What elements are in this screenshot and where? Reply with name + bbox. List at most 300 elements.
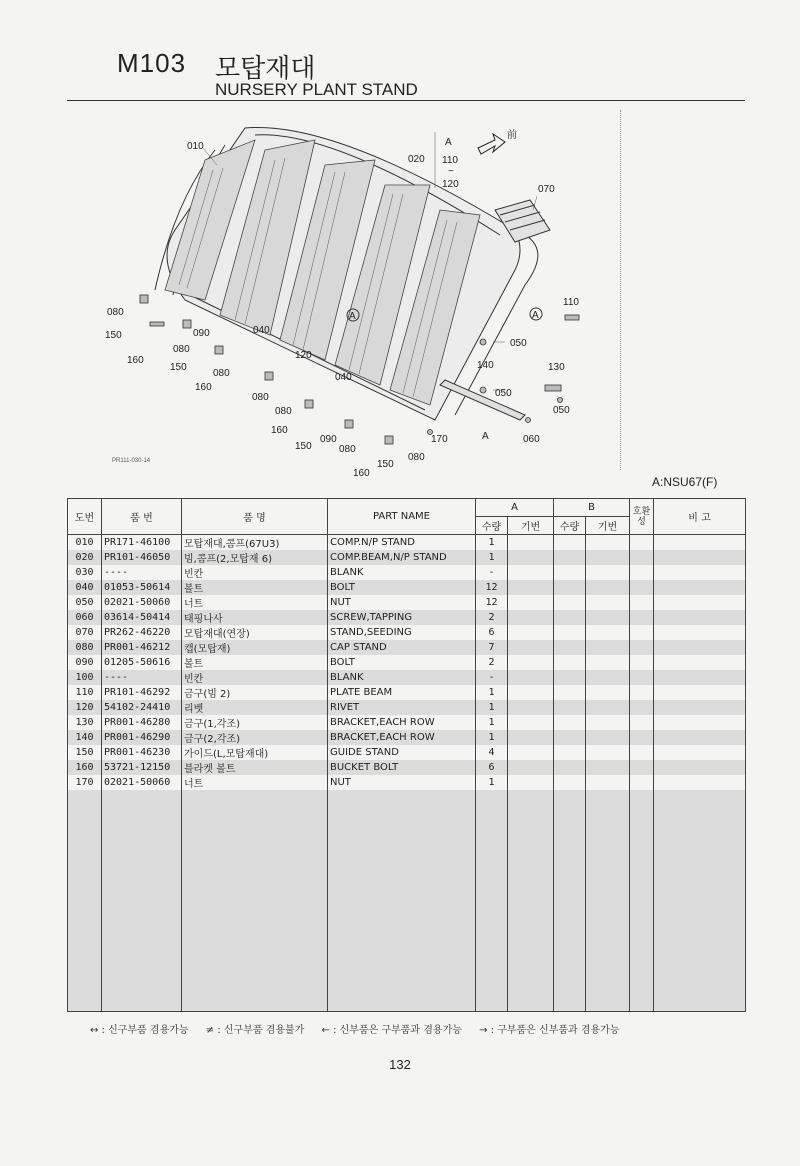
cell-part-name [328,967,476,982]
table-row-empty [68,997,746,1012]
cell-basic-a [508,775,554,790]
cell-interchange [630,938,654,953]
callout-160-d: 160 [353,468,370,479]
cell-item-no [68,952,102,967]
callout-040-b: 040 [335,372,352,383]
cell-qty-a: 1 [476,715,508,730]
cell-name-korean: 모탑재대(연장) [182,625,328,640]
cell-item-no: 100 [68,670,102,685]
cell-remarks [654,610,746,625]
cell-remarks [654,967,746,982]
cell-remarks [654,700,746,715]
cell-part-number [102,952,182,967]
cell-interchange [630,967,654,982]
callout-080-g: 080 [408,452,425,463]
cell-interchange [630,864,654,879]
cell-qty-b [554,923,586,938]
cell-basic-b [586,864,630,879]
cell-part-name: GUIDE STAND [328,745,476,760]
cell-interchange [630,775,654,790]
header-a-qty: 수량 [476,517,508,535]
cell-name-korean [182,923,328,938]
legend-interchangeable: ↔ : 신구부품 겸용가능 [90,1025,189,1036]
cell-part-number [102,834,182,849]
cell-basic-a [508,610,554,625]
cell-part-number: PR101-46292 [102,685,182,700]
cell-qty-a: - [476,670,508,685]
cell-qty-a [476,938,508,953]
cell-item-no [68,923,102,938]
cell-qty-a: 1 [476,685,508,700]
table-row [68,700,746,715]
cell-qty-a [476,997,508,1012]
cell-item-no [68,849,102,864]
table-row [68,670,746,685]
cell-item-no [68,879,102,894]
cell-part-name: BLANK [328,670,476,685]
cell-interchange [630,923,654,938]
cell-qty-b [554,805,586,820]
section-code: M103 [117,48,187,78]
cell-qty-a: 1 [476,775,508,790]
cell-part-name [328,879,476,894]
cell-part-number: PR171-46100 [102,535,182,551]
cell-basic-b [586,982,630,997]
callout-080-c: 080 [213,368,230,379]
table-row [68,775,746,790]
cell-part-name: BOLT [328,580,476,595]
cell-interchange [630,834,654,849]
cell-name-korean [182,952,328,967]
cell-interchange [630,580,654,595]
cell-part-number: PR001-46280 [102,715,182,730]
header-group-b: B [554,499,630,517]
cell-part-name: NUT [328,775,476,790]
cell-remarks [654,730,746,745]
table-row-empty [68,967,746,982]
cell-qty-b [554,790,586,805]
cell-basic-a [508,745,554,760]
cell-qty-b [554,760,586,775]
callout-150-d: 150 [377,459,394,470]
cell-basic-b [586,655,630,670]
cell-item-no [68,820,102,835]
cell-basic-a [508,700,554,715]
callout-080-b: 080 [173,344,190,355]
cell-basic-a [508,982,554,997]
cell-remarks [654,715,746,730]
callout-010: 010 [187,141,204,152]
cell-basic-a [508,730,554,745]
header-remarks: 비 고 [654,499,746,535]
cell-qty-b [554,625,586,640]
callout-080-d: 080 [252,392,269,403]
legend-not-interchangeable: ≠ : 신구부품 겸용불가 [205,1025,305,1036]
cell-basic-a [508,834,554,849]
cell-name-korean: 금구(2,각조) [182,730,328,745]
cell-name-korean: 너트 [182,595,328,610]
table-row [68,685,746,700]
cell-part-number [102,908,182,923]
section-title-korean: 모탑재대 [215,54,316,84]
cell-qty-b [554,893,586,908]
callout-050-a: 050 [510,338,527,349]
cell-part-number [102,967,182,982]
callout-120-top: 120 [442,179,459,190]
table-row-empty [68,982,746,997]
cell-qty-a [476,952,508,967]
cell-qty-b [554,730,586,745]
cell-remarks [654,640,746,655]
cell-item-no: 050 [68,595,102,610]
cell-remarks [654,834,746,849]
cell-part-name [328,790,476,805]
cell-name-korean: 금구(1,각조) [182,715,328,730]
callout-110: 110 [563,297,579,308]
cell-interchange [630,997,654,1012]
cell-item-no: 150 [68,745,102,760]
cell-basic-b [586,893,630,908]
parts-table [67,498,746,1012]
cell-remarks [654,550,746,565]
table-row [68,655,746,670]
cell-part-name: BUCKET BOLT [328,760,476,775]
cell-interchange [630,700,654,715]
cell-item-no: 140 [68,730,102,745]
cell-remarks [654,655,746,670]
cell-basic-b [586,700,630,715]
cell-part-name [328,820,476,835]
cell-qty-a: 2 [476,655,508,670]
table-row-empty [68,864,746,879]
cell-name-korean [182,938,328,953]
legend-new-fits-old: ← : 신부품은 구부품과 겸용가능 [321,1025,462,1036]
figure-code: PR111-030-14 [112,458,151,464]
cell-interchange [630,982,654,997]
cell-basic-a [508,580,554,595]
cell-part-number [102,938,182,953]
cell-part-name [328,864,476,879]
cell-qty-b [554,849,586,864]
cell-basic-a [508,938,554,953]
cell-remarks [654,820,746,835]
title-rule [67,100,745,101]
cell-part-number: 02021-50060 [102,775,182,790]
cell-qty-b [554,700,586,715]
cell-qty-a: 4 [476,745,508,760]
cell-interchange [630,685,654,700]
cell-qty-a: - [476,565,508,580]
cell-qty-b [554,864,586,879]
cell-qty-b [554,550,586,565]
cell-part-number [102,893,182,908]
parts-table-body [68,535,746,1012]
cell-name-korean: 볼트 [182,655,328,670]
cell-qty-a [476,982,508,997]
header-no: 도번 [68,499,102,535]
cell-basic-b [586,610,630,625]
cell-remarks [654,775,746,790]
cell-part-name [328,923,476,938]
cell-interchange [630,565,654,580]
cell-qty-b [554,580,586,595]
header-group-a: A [476,499,554,517]
cell-name-korean [182,982,328,997]
cell-basic-b [586,908,630,923]
cell-qty-b [554,982,586,997]
cell-name-korean: 빈칸 [182,670,328,685]
cell-item-no [68,938,102,953]
cell-item-no: 090 [68,655,102,670]
cell-name-korean [182,893,328,908]
cell-interchange [630,820,654,835]
cell-interchange [630,849,654,864]
cell-qty-a: 6 [476,760,508,775]
cell-basic-a [508,715,554,730]
cell-part-number: 54102-24410 [102,700,182,715]
cell-basic-b [586,967,630,982]
cell-basic-a [508,655,554,670]
cell-part-number [102,864,182,879]
cell-interchange [630,745,654,760]
cell-name-korean [182,849,328,864]
cell-part-name: BLANK [328,565,476,580]
cell-qty-b [554,997,586,1012]
cell-remarks [654,670,746,685]
callout-160-a: 160 [127,355,144,366]
callout-140: 140 [477,360,494,371]
cell-qty-b [554,565,586,580]
cell-basic-b [586,879,630,894]
callout-a-circle-2: A [349,311,356,322]
cell-item-no: 010 [68,535,102,551]
cell-item-no: 020 [68,550,102,565]
cell-remarks [654,760,746,775]
cell-remarks [654,625,746,640]
cell-qty-b [554,655,586,670]
cell-part-name [328,893,476,908]
cell-interchange [630,595,654,610]
cell-name-korean: 블라켓 볼트 [182,760,328,775]
cell-basic-b [586,580,630,595]
table-row-empty [68,952,746,967]
cell-basic-a [508,790,554,805]
cell-basic-a [508,849,554,864]
cell-qty-b [554,952,586,967]
cell-part-number: 03614-50414 [102,610,182,625]
cell-qty-a: 12 [476,580,508,595]
cell-name-korean: 볼트 [182,580,328,595]
cell-interchange [630,908,654,923]
cell-name-korean: 태핑나사 [182,610,328,625]
cell-part-name: PLATE BEAM [328,685,476,700]
cell-qty-a [476,864,508,879]
cell-qty-a: 12 [476,595,508,610]
cell-part-name [328,982,476,997]
cell-remarks [654,535,746,551]
cell-basic-a [508,864,554,879]
header-a-basic: 기번 [508,517,554,535]
cell-item-no [68,864,102,879]
cell-basic-a [508,595,554,610]
cell-basic-a [508,685,554,700]
cell-qty-b [554,640,586,655]
cell-qty-b [554,670,586,685]
cell-name-korean [182,790,328,805]
cell-basic-b [586,790,630,805]
cell-basic-a [508,952,554,967]
cell-qty-a: 1 [476,730,508,745]
cell-part-name [328,938,476,953]
table-row [68,535,746,551]
cell-part-number [102,805,182,820]
cell-basic-b [586,550,630,565]
table-row-empty [68,790,746,805]
cell-basic-b [586,805,630,820]
cell-qty-a: 1 [476,550,508,565]
cell-part-name: BOLT [328,655,476,670]
table-row-empty [68,938,746,953]
callout-160-c: 160 [271,425,288,436]
cell-item-no [68,967,102,982]
header-name-korean: 품 명 [182,499,328,535]
table-row [68,730,746,745]
cell-interchange [630,805,654,820]
cell-qty-a [476,849,508,864]
cell-qty-a: 2 [476,610,508,625]
exploded-parts-diagram [95,110,625,480]
callout-130: 130 [548,362,565,373]
callout-050-b: 050 [495,388,512,399]
cell-interchange [630,640,654,655]
cell-part-name [328,849,476,864]
cell-basic-a [508,893,554,908]
callout-front: 前 [507,130,517,141]
cell-part-name [328,952,476,967]
cell-basic-b [586,730,630,745]
callout-range: ~ [448,166,454,177]
cell-part-number [102,982,182,997]
cell-part-number: 01205-50616 [102,655,182,670]
callout-020: 020 [408,154,425,165]
header-b-basic: 기번 [586,517,630,535]
cell-name-korean: 리벳 [182,700,328,715]
cell-basic-b [586,745,630,760]
cell-qty-a: 1 [476,535,508,551]
cell-name-korean [182,967,328,982]
header-b-qty: 수량 [554,517,586,535]
cell-qty-a [476,923,508,938]
callout-090-a: 090 [193,328,210,339]
cell-basic-b [586,670,630,685]
cell-name-korean [182,879,328,894]
cell-item-no [68,908,102,923]
cell-part-number: ---- [102,565,182,580]
callout-060: 060 [523,434,540,445]
cell-basic-b [586,938,630,953]
cell-part-number [102,790,182,805]
cell-part-number [102,923,182,938]
cell-basic-a [508,805,554,820]
cell-basic-a [508,967,554,982]
callout-160-b: 160 [195,382,212,393]
cell-part-name: RIVET [328,700,476,715]
cell-item-no [68,982,102,997]
table-row [68,625,746,640]
cell-part-name [328,908,476,923]
cell-item-no: 160 [68,760,102,775]
table-row-empty [68,805,746,820]
cell-basic-b [586,952,630,967]
cell-qty-b [554,685,586,700]
cell-part-name: SCREW,TAPPING [328,610,476,625]
cell-remarks [654,908,746,923]
cell-part-name [328,834,476,849]
cell-basic-a [508,997,554,1012]
callout-a-top: A [445,137,452,148]
cell-basic-a [508,923,554,938]
cell-remarks [654,982,746,997]
cell-qty-b [554,938,586,953]
callout-120: 120 [295,350,312,361]
cell-item-no [68,997,102,1012]
cell-part-name: STAND,SEEDING [328,625,476,640]
cell-name-korean: 빔,콤프(2,모탑재 6) [182,550,328,565]
cell-remarks [654,805,746,820]
front-arrow-icon [478,134,505,154]
table-row [68,715,746,730]
section-title-english: NURSERY PLANT STAND [215,80,418,99]
cell-basic-a [508,640,554,655]
cell-name-korean [182,805,328,820]
cell-qty-a [476,790,508,805]
legend-old-fits-new: → : 구부품은 신부품과 겸용가능 [479,1025,620,1036]
cell-qty-b [554,775,586,790]
cell-interchange [630,535,654,551]
cell-basic-b [586,760,630,775]
cell-remarks [654,580,746,595]
cell-part-number: PR001-46212 [102,640,182,655]
callout-080-e: 080 [275,406,292,417]
cell-name-korean [182,820,328,835]
callout-150-c: 150 [295,441,312,452]
cell-basic-b [586,685,630,700]
cell-basic-a [508,550,554,565]
callout-a-circle-1: A [532,310,539,321]
cell-item-no: 070 [68,625,102,640]
cell-qty-b [554,715,586,730]
cell-basic-b [586,625,630,640]
compatibility-legend [90,1021,634,1036]
cell-remarks [654,997,746,1012]
cell-qty-b [554,595,586,610]
cell-remarks [654,849,746,864]
table-row-empty [68,820,746,835]
cell-qty-a [476,820,508,835]
table-row-empty [68,879,746,894]
cell-basic-b [586,595,630,610]
cell-basic-a [508,670,554,685]
cell-qty-b [554,745,586,760]
cell-basic-b [586,997,630,1012]
cell-qty-a [476,967,508,982]
header-part-name: PART NAME [328,499,476,535]
cell-part-number [102,997,182,1012]
table-row [68,760,746,775]
table-row [68,640,746,655]
cell-remarks [654,685,746,700]
cell-basic-a [508,820,554,835]
